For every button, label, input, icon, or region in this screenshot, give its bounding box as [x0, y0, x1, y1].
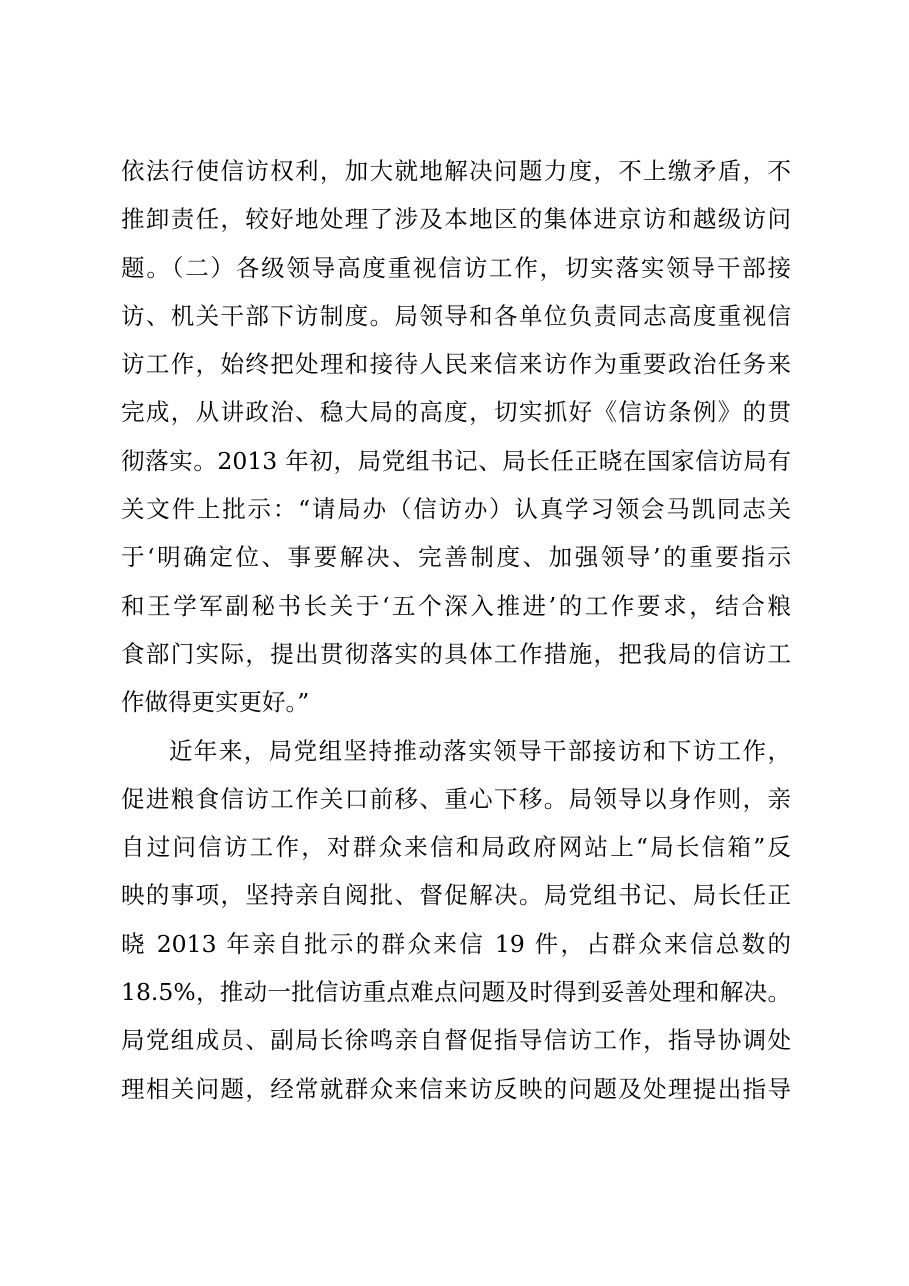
- text-line: 自过问信访工作，对群众来信和局政府网站上“局长信箱”反: [121, 833, 791, 862]
- text-line: 18.5%，推动一批信访重点难点问题及时得到妥善处理和解决。: [121, 978, 791, 1007]
- text-line: 彻落实。2013 年初，局党组书记、局长任正晓在国家信访局有: [121, 446, 791, 475]
- text-line: 访、机关干部下访制度。局领导和各单位负责同志高度重视信: [121, 301, 791, 330]
- document-body: [121, 147, 791, 1113]
- paragraph-2: [121, 727, 791, 1113]
- text-line: 于‘明确定位、事要解决、完善制度、加强领导’的重要指示: [121, 543, 791, 572]
- text-line: 晓 2013 年亲自批示的群众来信 19 件，占群众来信总数的: [121, 929, 791, 958]
- text-line: 和王学军副秘书长关于‘五个深入推进’的工作要求，结合粮: [121, 591, 791, 620]
- text-line: 推卸责任，较好地处理了涉及本地区的集体进京访和越级访问: [121, 205, 791, 234]
- text-line: 近年来，局党组坚持推动落实领导干部接访和下访工作，: [169, 736, 791, 765]
- paragraph-1: [121, 147, 791, 727]
- text-line: 作做得更实更好。”: [121, 688, 310, 717]
- text-line: 依法行使信访权利，加大就地解决问题力度，不上缴矛盾，不: [121, 157, 791, 185]
- text-line: 食部门实际，提出贯彻落实的具体工作措施，把我局的信访工: [121, 639, 791, 668]
- text-line: 关文件上批示：“请局办（信访办）认真学习领会马凯同志关: [121, 495, 791, 524]
- text-line: 完成，从讲政治、稳大局的高度，切实抓好《信访条例》的贯: [121, 398, 791, 427]
- text-line: 题。（二）各级领导高度重视信访工作，切实落实领导干部接: [121, 253, 791, 282]
- text-line: 促进粮食信访工作关口前移、重心下移。局领导以身作则，亲: [121, 784, 791, 813]
- text-line: 理相关问题，经常就群众来信来访反映的问题及处理提出指导: [121, 1074, 791, 1103]
- text-line: 访工作，始终把处理和接待人民来信来访作为重要政治任务来: [121, 350, 791, 379]
- text-line: 局党组成员、副局长徐鸣亲自督促指导信访工作，指导协调处: [121, 1026, 791, 1055]
- text-line: 映的事项，坚持亲自阅批、督促解决。局党组书记、局长任正: [121, 881, 791, 910]
